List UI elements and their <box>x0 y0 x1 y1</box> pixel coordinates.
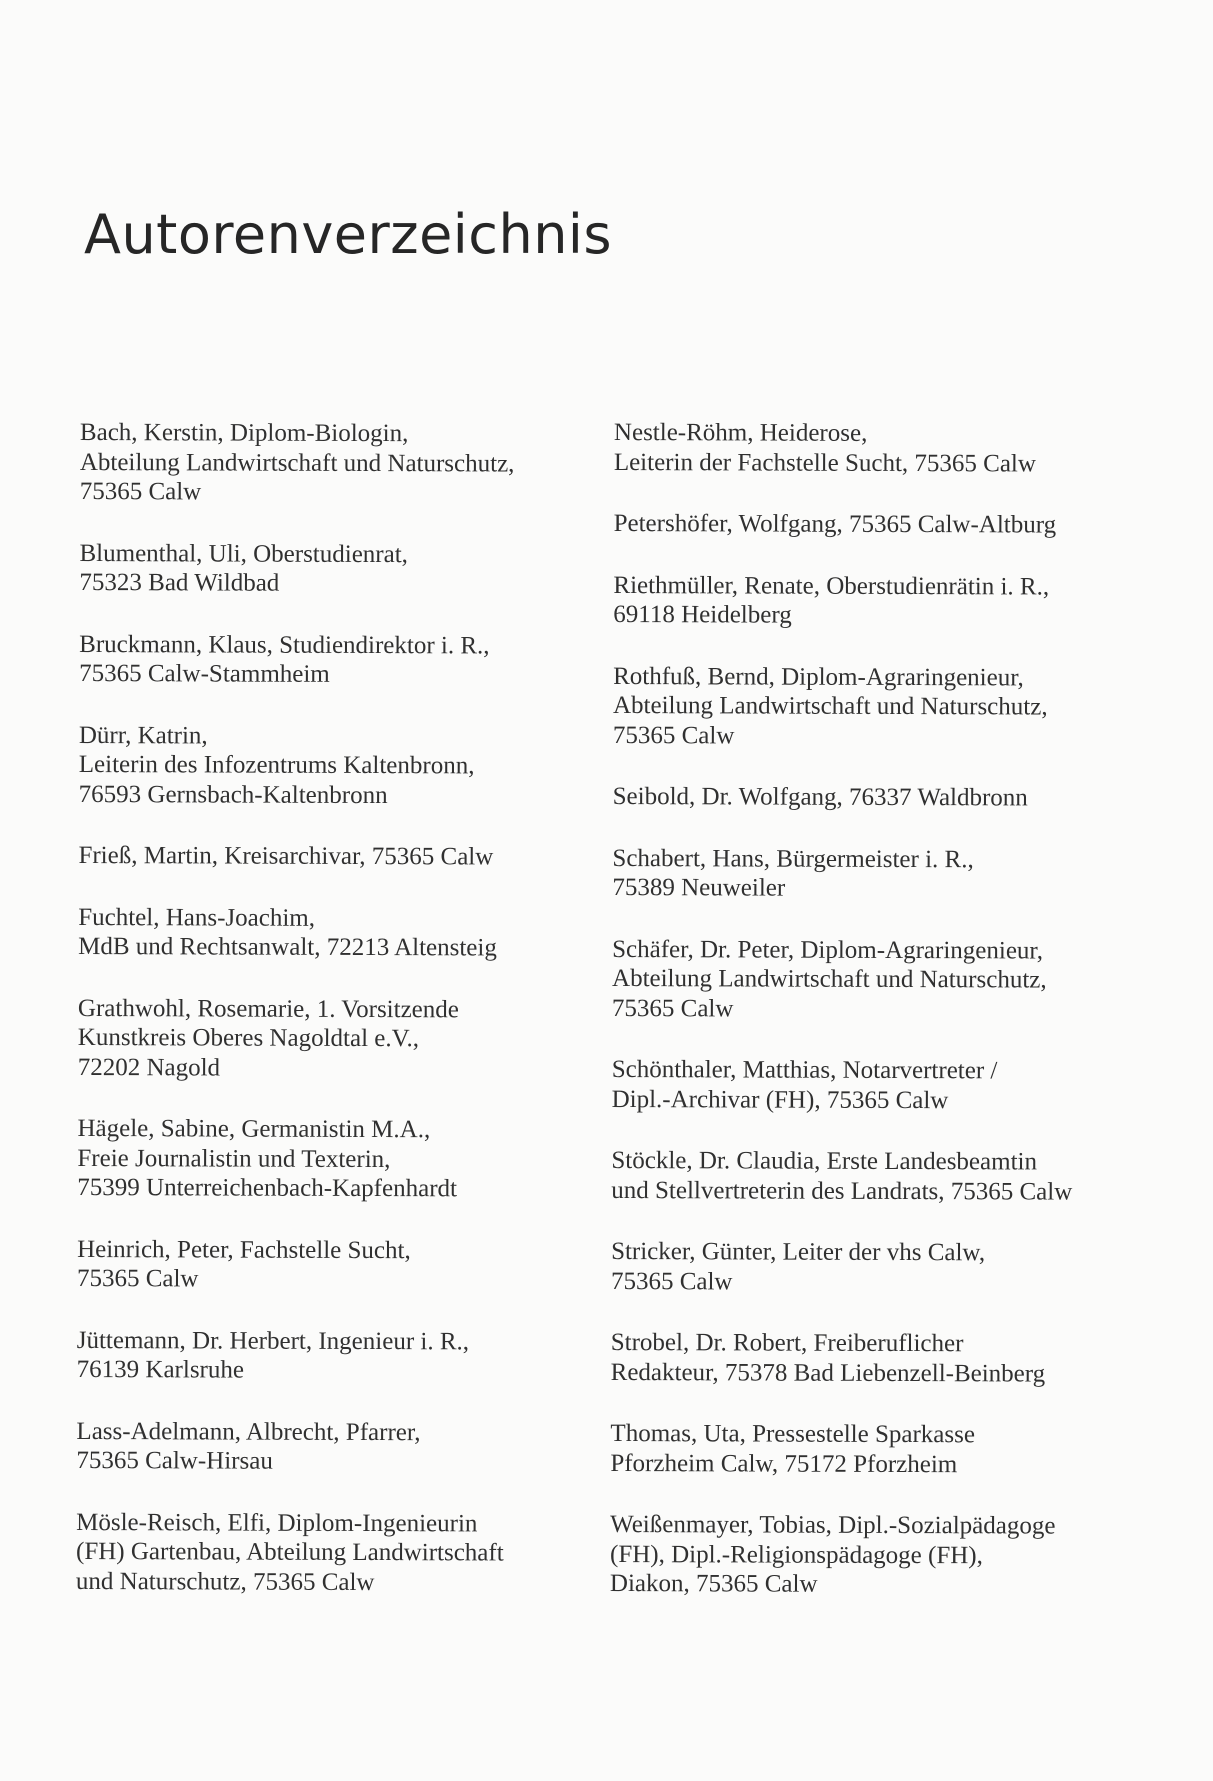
author-entry <box>76 1507 636 1597</box>
author-entry-line: 72202 Nagold <box>77 1053 221 1081</box>
author-entry-line: Fuchtel, Hans-Joachim, <box>78 903 316 932</box>
author-entry-line: Dürr, Katrin, <box>78 721 208 749</box>
author-entry-line: Grathwohl, Rosemarie, 1. Vorsitzende <box>77 994 459 1023</box>
author-entry-line: Abteilung Landwirtschaft und Naturschutz, <box>79 448 515 478</box>
author-entry <box>611 1237 1191 1298</box>
author-list-left-column <box>76 418 640 1630</box>
author-entry <box>76 1416 636 1477</box>
author-entry <box>78 902 638 963</box>
author-entry <box>79 629 639 690</box>
author-entry <box>613 782 1193 814</box>
author-entry-line: 75365 Calw-Stammheim <box>79 659 330 688</box>
author-entry <box>612 843 1192 904</box>
author-entry-line: Nestle-Röhm, Heiderose, <box>613 419 868 447</box>
author-entry-line: Bruckmann, Klaus, Studiendirektor i. R., <box>79 630 490 659</box>
author-entry <box>77 1325 637 1386</box>
author-entry-line: Abteilung Landwirtschaft und Naturschutz, <box>612 691 1048 721</box>
author-entry-line: Seibold, Dr. Wolfgang, 76337 Waldbronn <box>612 782 1028 812</box>
author-entry-line: Kunstkreis Oberes Nagoldtal e.V., <box>77 1023 420 1053</box>
author-entry <box>612 1055 1192 1116</box>
author-entry-line: Leiterin des Infozentrums Kaltenbronn, <box>78 750 475 780</box>
author-entry-line: 75365 Calw <box>610 1267 733 1295</box>
author-entry <box>79 720 639 810</box>
author-entry-line: und Naturschutz, 75365 Calw <box>75 1567 375 1596</box>
author-entry-line: Hägele, Sabine, Germanistin M.A., <box>77 1114 431 1144</box>
author-entry <box>610 1419 1190 1480</box>
author-entry-line: 69118 Heidelberg <box>613 600 792 629</box>
author-entry-line: 75365 Calw <box>76 1264 199 1293</box>
author-entry-line: Heinrich, Peter, Fachstelle Sucht, <box>77 1235 411 1264</box>
author-entry-line: Schäfer, Dr. Peter, Diplom-Agraringenieur, <box>612 935 1044 965</box>
author-entry <box>611 1328 1191 1389</box>
author-entry-line: 75365 Calw <box>611 994 734 1022</box>
author-entry <box>610 1510 1190 1601</box>
author-entry <box>79 538 639 599</box>
author-entry-line: Stricker, Günter, Leiter der vhs Calw, <box>611 1237 986 1267</box>
author-entry-line: 75389 Neuweiler <box>612 873 786 902</box>
author-entry-line: Jüttemann, Dr. Herbert, Ingenieur i. R., <box>76 1326 470 1355</box>
author-entry <box>614 418 1194 479</box>
author-entry-line: Schönthaler, Matthias, Notarvertreter / <box>611 1055 998 1085</box>
author-entry-line: Freie Journalistin und Texterin, <box>77 1144 391 1173</box>
author-entry <box>613 570 1193 631</box>
author-entry-line: Thomas, Uta, Pressestelle Sparkasse <box>610 1419 976 1449</box>
author-entry-line: Rothfuß, Bernd, Diplom-Agraringenieur, <box>613 662 1024 691</box>
author-entry-line: Riethmüller, Renate, Oberstudienrätin i. R., <box>613 571 1050 601</box>
author-entry-line: 75365 Calw <box>79 477 202 506</box>
author-entry <box>80 418 640 508</box>
page-title: Autorenverzeichnis <box>84 203 613 266</box>
author-entry-line: Bach, Kerstin, Diplom-Biologin, <box>79 419 409 448</box>
author-list-right-column <box>610 418 1194 1633</box>
author-entry <box>614 509 1194 541</box>
author-entry <box>78 993 638 1083</box>
author-entry-line: Stöckle, Dr. Claudia, Erste Landesbeamtin <box>611 1146 1038 1176</box>
author-entry-line: Lass-Adelmann, Albrecht, Pfarrer, <box>76 1417 421 1446</box>
author-entry-line: 76139 Karlsruhe <box>76 1355 245 1384</box>
author-entry-line: MdB und Rechtsanwalt, 72213 Altensteig <box>78 932 497 962</box>
author-entry <box>613 661 1193 752</box>
author-entry-line: 75323 Bad Wildbad <box>79 568 280 597</box>
author-entry <box>612 934 1192 1025</box>
author-entry-line: Petershöfer, Wolfgang, 75365 Calw-Altburg <box>613 509 1057 539</box>
author-entry <box>78 841 638 872</box>
author-entry-line: Pforzheim Calw, 75172 Pforzheim <box>610 1449 958 1478</box>
author-entry <box>77 1114 637 1204</box>
author-entry-line: Weißenmayer, Tobias, Dipl.-Sozialpädagoge <box>610 1510 1056 1540</box>
author-entry <box>77 1234 637 1295</box>
author-entry-line: 76593 Gernsbach-Kaltenbronn <box>78 780 388 809</box>
author-entry-line: Schabert, Hans, Bürgermeister i. R., <box>612 844 974 873</box>
author-entry-line: 75399 Unterreichenbach-Kapfenhardt <box>77 1173 458 1203</box>
author-entry-line: Redakteur, 75378 Bad Liebenzell-Beinberg <box>610 1358 1046 1388</box>
author-entry <box>611 1146 1191 1207</box>
author-entry-line: (FH), Dipl.-Religionspädagoge (FH), <box>609 1540 983 1569</box>
author-entry-line: 75365 Calw-Hirsau <box>76 1446 273 1475</box>
author-entry-line: Blumenthal, Uli, Oberstudienrat, <box>79 539 408 568</box>
author-entry-line: Leiterin der Fachstelle Sucht, 75365 Calw <box>613 448 1037 477</box>
author-entry-line: (FH) Gartenbau, Abteilung Landwirtschaft <box>75 1537 504 1567</box>
author-entry-line: Frieß, Martin, Kreisarchivar, 75365 Calw <box>78 841 494 871</box>
author-entry-line: Strobel, Dr. Robert, Freiberuflicher <box>610 1328 964 1358</box>
author-entry-line: Dipl.-Archivar (FH), 75365 Calw <box>611 1085 949 1114</box>
author-entry-line: und Stellvertreterin des Landrats, 75365 Calw <box>611 1176 1073 1206</box>
author-entry-line: Abteilung Landwirtschaft und Naturschutz, <box>611 964 1047 994</box>
author-entry-line: Mösle-Reisch, Elfi, Diplom-Ingenieurin <box>76 1508 478 1537</box>
author-entry-line: Diakon, 75365 Calw <box>609 1569 818 1598</box>
author-entry-line: 75365 Calw <box>612 721 735 749</box>
